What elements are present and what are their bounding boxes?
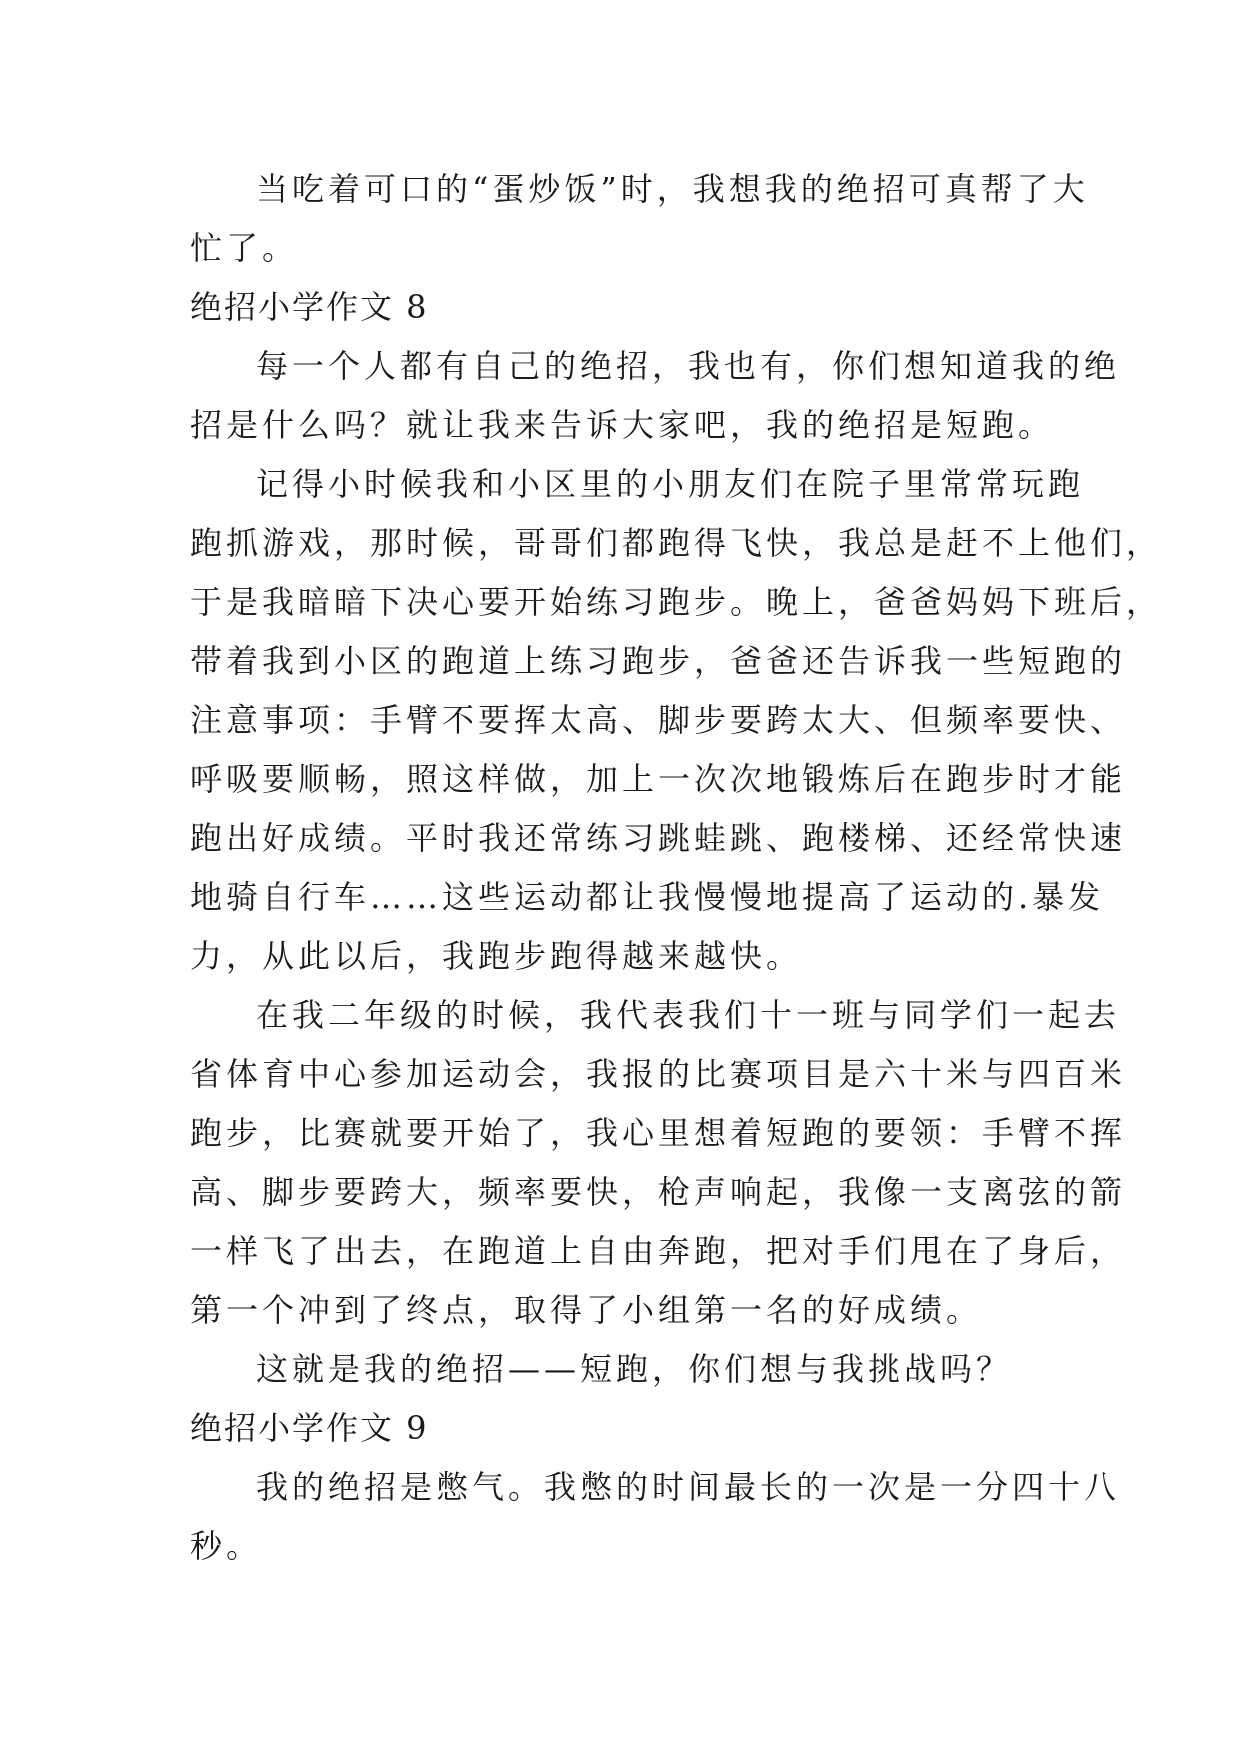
paragraph-line: 高、脚步要跨大，频率要快，枪声响起，我像一支离弦的箭 [190, 1173, 1127, 1211]
paragraph-line: 忙了。 [190, 229, 299, 267]
section-heading: 绝招小学作文 9 [190, 1409, 429, 1447]
paragraph-line: 秒。 [190, 1527, 263, 1565]
paragraph-line: 这就是我的绝招——短跑，你们想与我挑战吗？ [256, 1350, 1013, 1388]
paragraph-line: 跑步，比赛就要开始了，我心里想着短跑的要领：手臂不挥 [190, 1114, 1127, 1152]
paragraph-line: 跑抓游戏，那时候，哥哥们都跑得飞快，我总是赶不上他们， [190, 524, 1163, 562]
paragraph-line: 当吃着可口的“蛋炒饭”时，我想我的绝招可真帮了大 [256, 170, 1089, 208]
paragraph-line: 带着我到小区的跑道上练习跑步，爸爸还告诉我一些短跑的 [190, 642, 1127, 680]
section-heading: 绝招小学作文 8 [190, 288, 429, 326]
paragraph-line: 每一个人都有自己的绝招，我也有，你们想知道我的绝 [256, 347, 1121, 385]
paragraph-line: 地骑自行车……这些运动都让我慢慢地提高了运动的.暴发 [190, 878, 1105, 916]
paragraph-line: 注意事项：手臂不要挥太高、脚步要跨太大、但频率要快、 [190, 701, 1127, 739]
paragraph-line: 在我二年级的时候，我代表我们十一班与同学们一起去 [256, 996, 1121, 1034]
paragraph-line: 于是我暗暗下决心要开始练习跑步。晚上，爸爸妈妈下班后， [190, 583, 1163, 621]
paragraph-line: 记得小时候我和小区里的小朋友们在院子里常常玩跑 [256, 465, 1085, 503]
paragraph-line: 第一个冲到了终点，取得了小组第一名的好成绩。 [190, 1291, 983, 1329]
paragraph-line: 呼吸要顺畅，照这样做，加上一次次地锻炼后在跑步时才能 [190, 760, 1127, 798]
paragraph-line: 招是什么吗？就让我来告诉大家吧，我的绝招是短跑。 [190, 406, 1055, 444]
paragraph-line: 一样飞了出去，在跑道上自由奔跑，把对手们甩在了身后， [190, 1232, 1127, 1270]
document-body [190, 160, 1163, 1576]
paragraph-line: 省体育中心参加运动会，我报的比赛项目是六十米与四百米 [190, 1055, 1127, 1093]
paragraph-line: 我的绝招是憋气。我憋的时间最长的一次是一分四十八 [256, 1468, 1121, 1506]
paragraph-line: 跑出好成绩。平时我还常练习跳蛙跳、跑楼梯、还经常快速 [190, 819, 1127, 857]
paragraph-line: 力，从此以后，我跑步跑得越来越快。 [190, 937, 803, 975]
